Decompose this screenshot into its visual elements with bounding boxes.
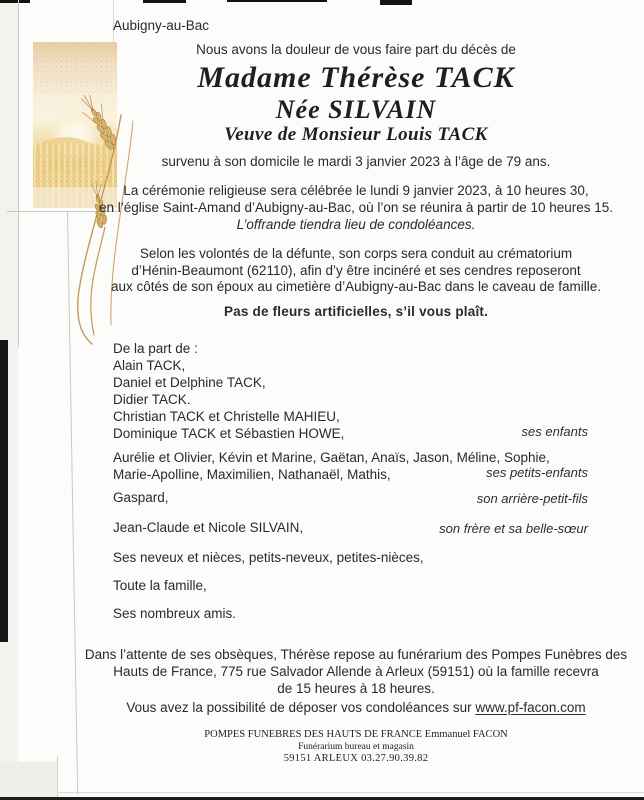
- cremation-paragraph: [70, 246, 642, 296]
- repose-line: Hauts de France, 775 rue Salvador Allende à Arleux (59151) où la famille recevra: [113, 664, 599, 679]
- funeral-home-name: POMPES FUNEBRES DES HAUTS DE FRANCE Emmanuel FACON: [204, 729, 508, 740]
- scan-artifact-top-edge: [0, 0, 30, 3]
- family-grandchildren-list: [113, 449, 550, 483]
- relation-label-children: ses enfants: [521, 424, 588, 439]
- funeral-home-address-phone: 59151 ARLEUX 03.27.90.39.82: [283, 753, 429, 764]
- ceremony-line: en l’église Saint-Amand d’Aubigny-au-Bac, où l’on se réunira à partir de 10 heures 15.: [98, 200, 614, 215]
- family-member-line: Daniel et Delphine TACK,: [113, 375, 266, 390]
- repose-line: Dans l’attente de ses obsèques, Thérèse repose au funérarium des Pompes Funèbres des: [84, 647, 628, 662]
- family-member-line: Christian TACK et Christelle MAHIEU,: [113, 409, 340, 424]
- funeral-home-footer: [70, 729, 642, 765]
- family-other-line: Ses neveux et nièces, petits-neveux, petites-nièces,: [113, 550, 424, 565]
- funeral-home-office: Funérarium bureau et magasin: [298, 742, 414, 752]
- scan-artifact-top-edge: [143, 0, 186, 3]
- flowers-notice: Pas de fleurs artificielles, s’il vous plaît.: [223, 304, 489, 319]
- condolences-text: Vous avez la possibilité de déposer vos condoléances sur: [126, 700, 476, 715]
- family-member-line: Gaspard,: [113, 490, 169, 505]
- scanner-bottom-left-patch: [0, 762, 57, 797]
- cremation-line: aux côtés de son époux au cimetière d’Aubigny-au-Bac dans le caveau de famille.: [110, 279, 602, 294]
- family-member-line: Didier TACK.: [113, 392, 191, 407]
- relation-label-great-grandson: son arrière-petit-fils: [476, 491, 588, 506]
- ceremony-paragraph: [70, 182, 642, 233]
- family-other-line: Toute la famille,: [113, 578, 207, 593]
- location-label: Aubigny-au-Bac: [113, 18, 210, 33]
- deceased-name: Madame Thérèse TACK: [197, 61, 515, 94]
- card-edge-line-bottom: [57, 756, 58, 797]
- cremation-line: d’Hénin-Beaumont (62110), afin d’y être incinéré et ses cendres reposeront: [131, 262, 581, 278]
- family-heading: De la part de :: [113, 341, 198, 356]
- family-member-line: Alain TACK,: [113, 358, 186, 373]
- family-member-line: Aurélie et Olivier, Kévin et Marine, Gaëtan, Anaïs, Jason, Méline, Sophie,: [113, 450, 550, 465]
- card-bottom-edge-line: [57, 792, 644, 793]
- family-member-line: Dominique TACK et Sébastien HOWE,: [113, 426, 345, 441]
- scan-artifact-top-edge: [227, 0, 327, 2]
- relation-label-brother: son frère et sa belle-sœur: [439, 521, 588, 536]
- condolences-line: [70, 700, 642, 715]
- family-children-list: [113, 340, 344, 442]
- death-details-line: survenu à son domicile le mardi 3 janvier 2023 à l’âge de 79 ans.: [161, 154, 551, 169]
- repose-paragraph: [70, 646, 642, 697]
- relation-label-grandchildren: ses petits-enfants: [486, 465, 588, 480]
- cremation-line: Selon les volontés de la défunte, son corps sera conduit au crématorium: [139, 246, 573, 261]
- deceased-widow-line: Veuve de Monsieur Louis TACK: [224, 124, 488, 145]
- deceased-maiden-name: Née SILVAIN: [275, 95, 437, 124]
- scan-artifact-left-bar: [0, 340, 8, 642]
- family-member-line: Marie-Apolline, Maximilien, Nathanaël, Mathis,: [113, 467, 391, 482]
- repose-line: de 15 heures à 18 heures.: [277, 681, 435, 696]
- announcement-intro: Nous avons la douleur de vous faire part du décès de: [196, 42, 516, 57]
- family-other-line: Ses nombreux amis.: [113, 606, 237, 621]
- scan-artifact-top-edge: [380, 0, 412, 5]
- ceremony-line: La cérémonie religieuse sera célébrée le lundi 9 janvier 2023, à 10 heures 30,: [123, 183, 589, 198]
- family-member-line: Jean-Claude et Nicole SILVAIN,: [113, 520, 304, 535]
- offering-line: L’offrande tiendra lieu de condoléances.: [236, 217, 476, 232]
- condolences-website-link[interactable]: www.pf-facon.com: [475, 700, 586, 715]
